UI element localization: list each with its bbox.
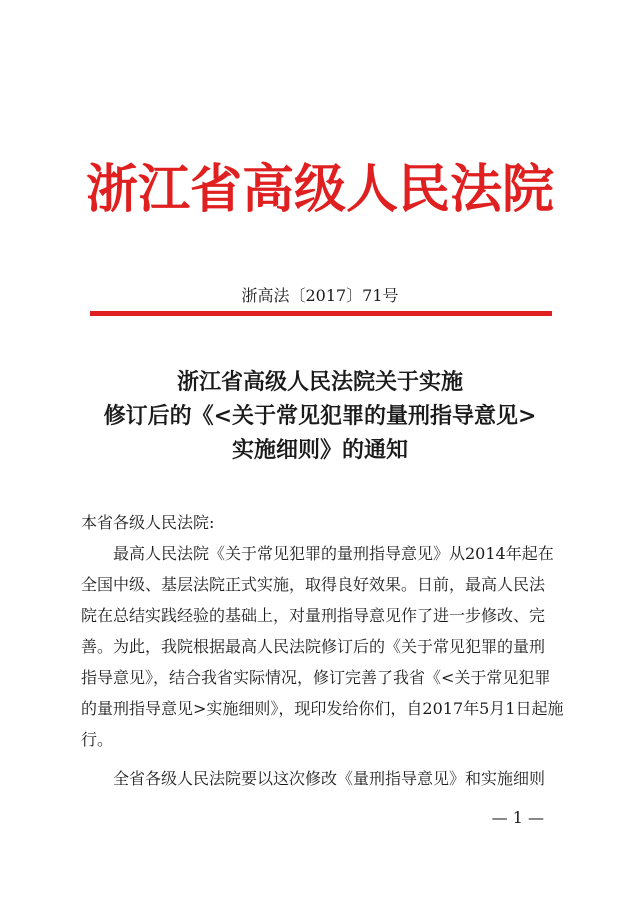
salutation: 本省各级人民法院: <box>81 513 215 532</box>
body-paragraph-2 <box>81 763 571 794</box>
paragraph-line: 全国中级、基层法院正式实施，取得良好效果。日前，最高人民法 <box>81 575 546 594</box>
paragraph-line: 善。为此，我院根据最高人民法院修订后的《关于常见犯罪的量刑 <box>81 637 546 656</box>
title-line: 修订后的《<关于常见犯罪的量刑指导意见> <box>103 403 537 429</box>
issuer-masthead: 浙江省高级人民法院 <box>85 159 554 220</box>
paragraph-line: 行。 <box>81 730 114 749</box>
document-number: 浙高法〔2017〕71号 <box>241 286 399 305</box>
paragraph-line: 最高人民法院《关于常见犯罪的量刑指导意见》从2014年起在 <box>113 544 554 563</box>
paragraph-line: 的量刑指导意见>实施细则》，现印发给你们，自2017年5月1日起施 <box>81 699 564 718</box>
paragraph-line: 院在总结实践经验的基础上，对量刑指导意见作了进一步修改、完 <box>81 606 546 625</box>
title-line: 浙江省高级人民法院关于实施 <box>176 369 463 395</box>
paragraph-line: 指导意见》，结合我省实际情况，修订完善了我省《<关于常见犯罪 <box>81 668 551 687</box>
paragraph-line: 全省各级人民法院要以这次修改《量刑指导意见》和实施细则 <box>113 769 546 788</box>
title-line: 实施细则》的通知 <box>231 437 408 463</box>
body-paragraph-1 <box>81 538 571 755</box>
red-divider <box>90 311 552 316</box>
page-number: — 1 — <box>491 808 544 827</box>
document-title <box>0 365 640 467</box>
